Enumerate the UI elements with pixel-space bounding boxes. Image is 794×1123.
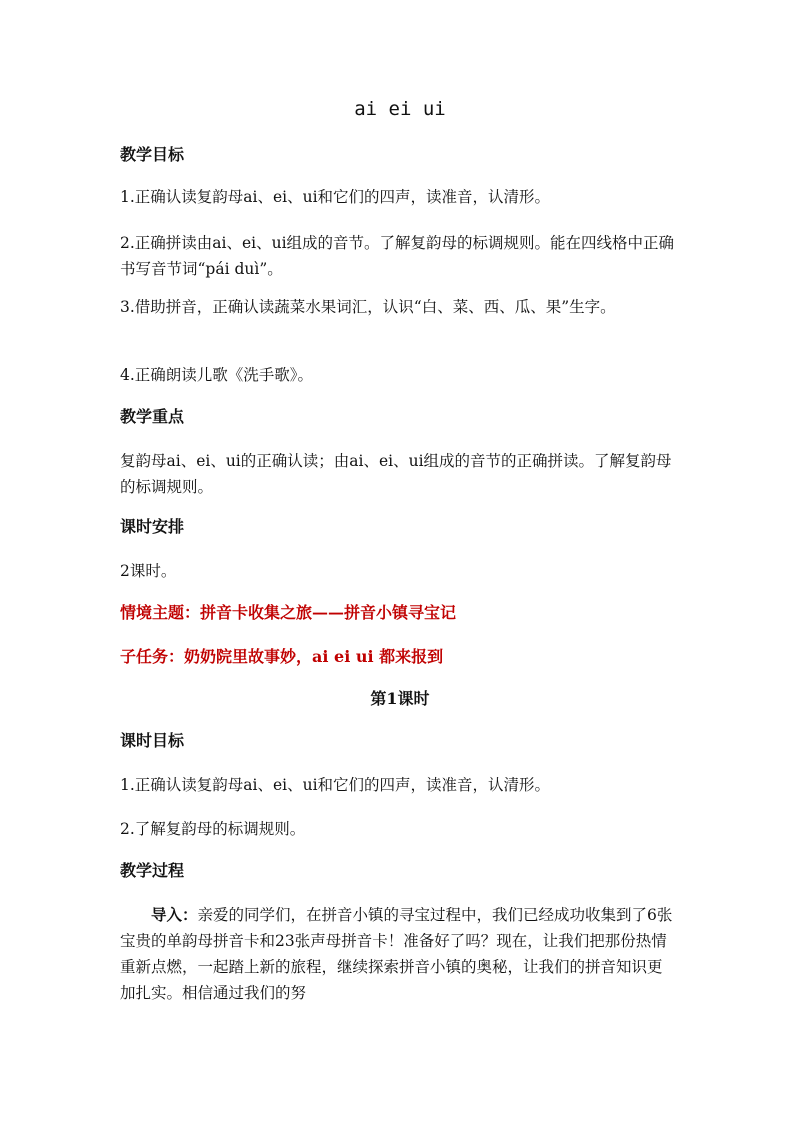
objectives-heading: 教学目标	[120, 145, 185, 164]
objective-1: 1.正确认读复韵母ai、ei、ui和它们的四声，读准音，认清形。	[120, 188, 551, 206]
subtask-line: 子任务：奶奶院里故事妙，ai ei ui 都来报到	[120, 647, 444, 666]
intro-paragraph	[120, 902, 675, 1006]
intro-label: 导入：	[151, 905, 198, 924]
lesson-title: 第1课时	[370, 689, 430, 708]
theme-line: 情境主题：拼音卡收集之旅——拼音小镇寻宝记	[120, 603, 457, 622]
lesson-objectives-heading: 课时目标	[120, 731, 185, 750]
objective-4: 4.正确朗读儿歌《洗手歌》。	[120, 366, 314, 384]
process-heading: 教学过程	[120, 861, 185, 880]
schedule-text: 2课时。	[120, 562, 177, 580]
intro-text: 亲爱的同学们，在拼音小镇的寻宝过程中，我们已经成功收集到了6张宝贵的单韵母拼音卡和23张声母拼音卡！准备好了吗？现在，让我们把那份热情重新点燃，一起踏上新的旅程，继续探索拼音小镇的奥秘，让我们的拼音知识更加扎实。相信通过我们的努	[120, 906, 673, 1002]
lesson-objective-1: 1.正确认读复韵母ai、ei、ui和它们的四声，读准音，认清形。	[120, 776, 551, 794]
schedule-heading: 课时安排	[120, 517, 185, 536]
objective-2: 2.正确拼读由ai、ei、ui组成的音节。了解复韵母的标调规则。能在四线格中正确书写音节词“pái duì”。	[120, 234, 675, 278]
lesson-objective-2: 2.了解复韵母的标调规则。	[120, 820, 306, 838]
document-title: ai ei ui	[354, 98, 446, 120]
key-points-heading: 教学重点	[120, 407, 185, 426]
key-points-text: 复韵母ai、ei、ui的正确认读；由ai、ei、ui组成的音节的正确拼读。了解复韵母的标调规则。	[120, 452, 672, 496]
objective-3: 3.借助拼音，正确认读蔬菜水果词汇，认识“白、菜、西、瓜、果”生字。	[120, 298, 616, 316]
